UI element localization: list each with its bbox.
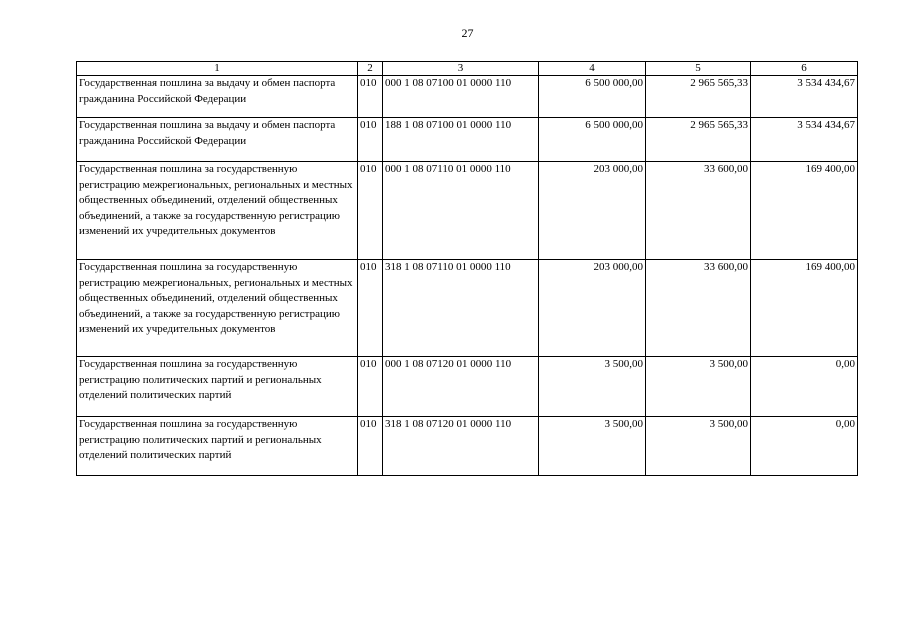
cell-name: Государственная пошлина за государственную регистрацию политических партий и региональных отделений политических партий bbox=[77, 357, 358, 417]
cell-kbk: 000 1 08 07120 01 0000 110 bbox=[383, 357, 539, 417]
cell-col4: 3 500,00 bbox=[539, 357, 646, 417]
cell-col5: 2 965 565,33 bbox=[646, 76, 751, 118]
cell-col5: 33 600,00 bbox=[646, 162, 751, 260]
cell-code: 010 bbox=[358, 118, 383, 162]
cell-col6: 0,00 bbox=[751, 417, 858, 476]
header-col-1: 1 bbox=[77, 62, 358, 76]
cell-code: 010 bbox=[358, 260, 383, 357]
cell-kbk: 318 1 08 07120 01 0000 110 bbox=[383, 417, 539, 476]
cell-name: Государственная пошлина за государственную регистрацию политических партий и региональных отделений политических партий bbox=[77, 417, 358, 476]
header-col-3: 3 bbox=[383, 62, 539, 76]
cell-name: Государственная пошлина за выдачу и обмен паспорта гражданина Российской Федерации bbox=[77, 118, 358, 162]
cell-col5: 2 965 565,33 bbox=[646, 118, 751, 162]
cell-col4: 203 000,00 bbox=[539, 260, 646, 357]
report-table bbox=[76, 61, 858, 476]
cell-col4: 6 500 000,00 bbox=[539, 76, 646, 118]
table-row bbox=[77, 260, 858, 357]
header-col-5: 5 bbox=[646, 62, 751, 76]
cell-col4: 3 500,00 bbox=[539, 417, 646, 476]
cell-col4: 203 000,00 bbox=[539, 162, 646, 260]
cell-col5: 3 500,00 bbox=[646, 357, 751, 417]
cell-name: Государственная пошлина за государственную регистрацию межрегиональных, региональных и местных общественных объединений, отделений общественных объединений, а также за государственную регистрацию изменений их учредительных документов bbox=[77, 162, 358, 260]
table-row bbox=[77, 118, 858, 162]
header-col-4: 4 bbox=[539, 62, 646, 76]
cell-col5: 3 500,00 bbox=[646, 417, 751, 476]
table-row bbox=[77, 417, 858, 476]
cell-kbk: 318 1 08 07110 01 0000 110 bbox=[383, 260, 539, 357]
cell-code: 010 bbox=[358, 162, 383, 260]
table-row bbox=[77, 162, 858, 260]
cell-col6: 0,00 bbox=[751, 357, 858, 417]
cell-code: 010 bbox=[358, 417, 383, 476]
cell-col4: 6 500 000,00 bbox=[539, 118, 646, 162]
header-col-2: 2 bbox=[358, 62, 383, 76]
table-row bbox=[77, 76, 858, 118]
cell-kbk: 000 1 08 07100 01 0000 110 bbox=[383, 76, 539, 118]
cell-name: Государственная пошлина за государственную регистрацию межрегиональных, региональных и местных общественных объединений, отделений общественных объединений, а также за государственную регистрацию изменений их учредительных документов bbox=[77, 260, 358, 357]
cell-kbk: 188 1 08 07100 01 0000 110 bbox=[383, 118, 539, 162]
page-number: 27 bbox=[461, 26, 474, 40]
cell-col6: 169 400,00 bbox=[751, 162, 858, 260]
cell-kbk: 000 1 08 07110 01 0000 110 bbox=[383, 162, 539, 260]
cell-code: 010 bbox=[358, 357, 383, 417]
header-col-6: 6 bbox=[751, 62, 858, 76]
cell-col5: 33 600,00 bbox=[646, 260, 751, 357]
cell-col6: 3 534 434,67 bbox=[751, 76, 858, 118]
cell-col6: 169 400,00 bbox=[751, 260, 858, 357]
cell-code: 010 bbox=[358, 76, 383, 118]
cell-col6: 3 534 434,67 bbox=[751, 118, 858, 162]
table-row bbox=[77, 357, 858, 417]
table-header-row bbox=[77, 62, 858, 76]
cell-name: Государственная пошлина за выдачу и обмен паспорта гражданина Российской Федерации bbox=[77, 76, 358, 118]
